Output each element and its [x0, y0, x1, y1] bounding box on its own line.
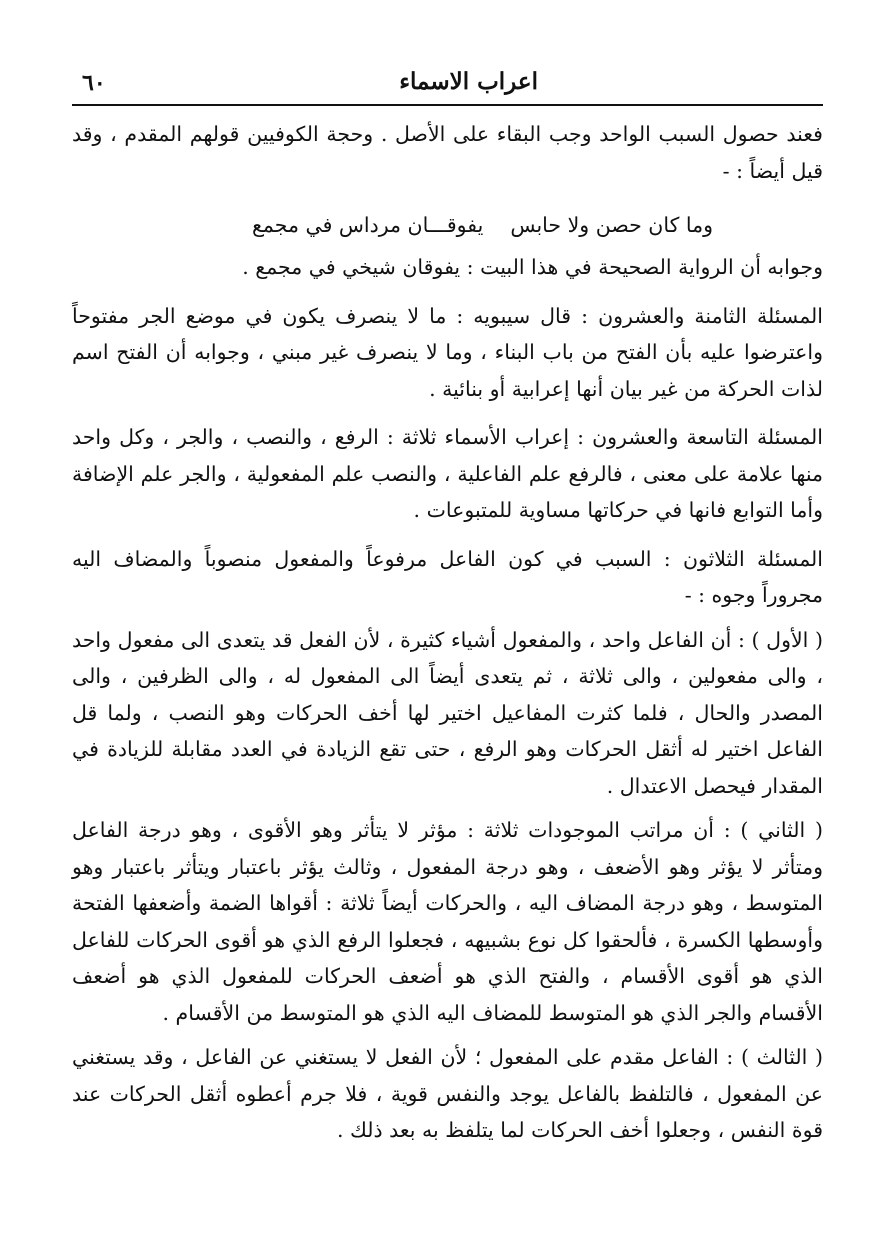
running-title: اعراب الاسماء — [399, 68, 538, 95]
verse-second-hemistich: يفوقـــان مرداس في مجمع — [252, 213, 484, 237]
poetry-verse — [72, 207, 823, 243]
paragraph-first-reason: ( الأول ) : أن الفاعل واحد ، والمفعول أشياء كثيرة ، لأن الفعل قد يتعدى الى مفعول واحد ، والى مفعولين ، والى ثلاثة ، ثم يتعدى أيضاً الى المفعول له ، والى الظرفين ، والى المصدر والحال ، فلما كثرت المفاعيل اختير لها أخف الحركات وهو النصب ، ولما قل الفاعل اختير له أثقل الحركات وهو الرفع ، حتى تقع الزيادة في العدد مقابلة للزيادة في المقدار فيحصل الاعتدال . — [72, 627, 823, 798]
paragraph-question-28: المسئلة الثامنة والعشرون : قال سيبويه : ما لا ينصرف يكون في موضع الجر مفتوحاً واعترضوا عليه بأن الفتح من باب البناء ، وما لا ينصرف غير مبني ، وجوابه أن الفتح اسم لذات الحركة من غير بيان أنها إعرابية أو بنائية . — [72, 303, 823, 401]
header-rule — [72, 104, 823, 106]
paragraph-answer: وجوابه أن الرواية الصحيحة في هذا البيت : يفوقان شيخي في مجمع . — [242, 255, 823, 279]
verse-first-hemistich: وما كان حصن ولا حابس — [510, 213, 713, 237]
paragraph-third-reason: ( الثالث ) : الفاعل مقدم على المفعول ؛ لأن الفعل لا يستغني عن الفاعل ، وقد يستغني عن المفعول ، فالتلفظ بالفاعل يوجد والنفس قوية ، فلا جرم أعطوه أثقل الحركات عند قوة النفس ، وجعلوا أخف الحركات لما يتلفظ به بعد ذلك . — [72, 1045, 823, 1142]
paragraph-question-29: المسئلة التاسعة والعشرون : إعراب الأسماء ثلاثة : الرفع ، والنصب ، والجر ، وكل واحد منها علامة على معنى ، فالرفع علم الفاعلية ، والنصب علم المفعولية ، والجر علم الإضافة وأما التوابع فانها في حركاتها مساوية للمتبوعات . — [72, 425, 823, 522]
page-number: ٦٠ — [82, 70, 106, 96]
running-header — [72, 66, 823, 100]
paragraph-intro: فعند حصول السبب الواحد وجب البقاء على الأصل . وحجة الكوفيين قولهم المقدم ، وقد قيل أيضاً : - — [72, 122, 823, 183]
page-body — [72, 116, 823, 1149]
paragraph-question-30: المسئلة الثلاثون : السبب في كون الفاعل مرفوعاً والمفعول منصوباً والمضاف اليه مجروراً وجوه : - — [72, 546, 823, 607]
paragraph-second-reason: ( الثاني ) : أن مراتب الموجودات ثلاثة : مؤثر لا يتأثر وهو الأقوى ، وهو درجة الفاعل ومتأثر لا يؤثر وهو الأضعف ، وهو درجة المفعول ، وثالث يؤثر باعتبار ويتأثر باعتبار وهو المتوسط ، وهو درجة المضاف اليه ، والحركات أيضاً ثلاثة : أقواها الضمة وأضعفها الفتحة وأوسطها الكسرة ، فألحقوا كل نوع بشبيهه ، فجعلوا الرفع الذي هو أقوى الحركات للفاعل الذي هو أقوى الأقسام ، والفتح الذي هو أضعف الحركات للمفعول الذي هو أضعف الأقسام والجر الذي هو المتوسط للمضاف اليه الذي هو المتوسط من الأقسام . — [72, 818, 823, 1025]
